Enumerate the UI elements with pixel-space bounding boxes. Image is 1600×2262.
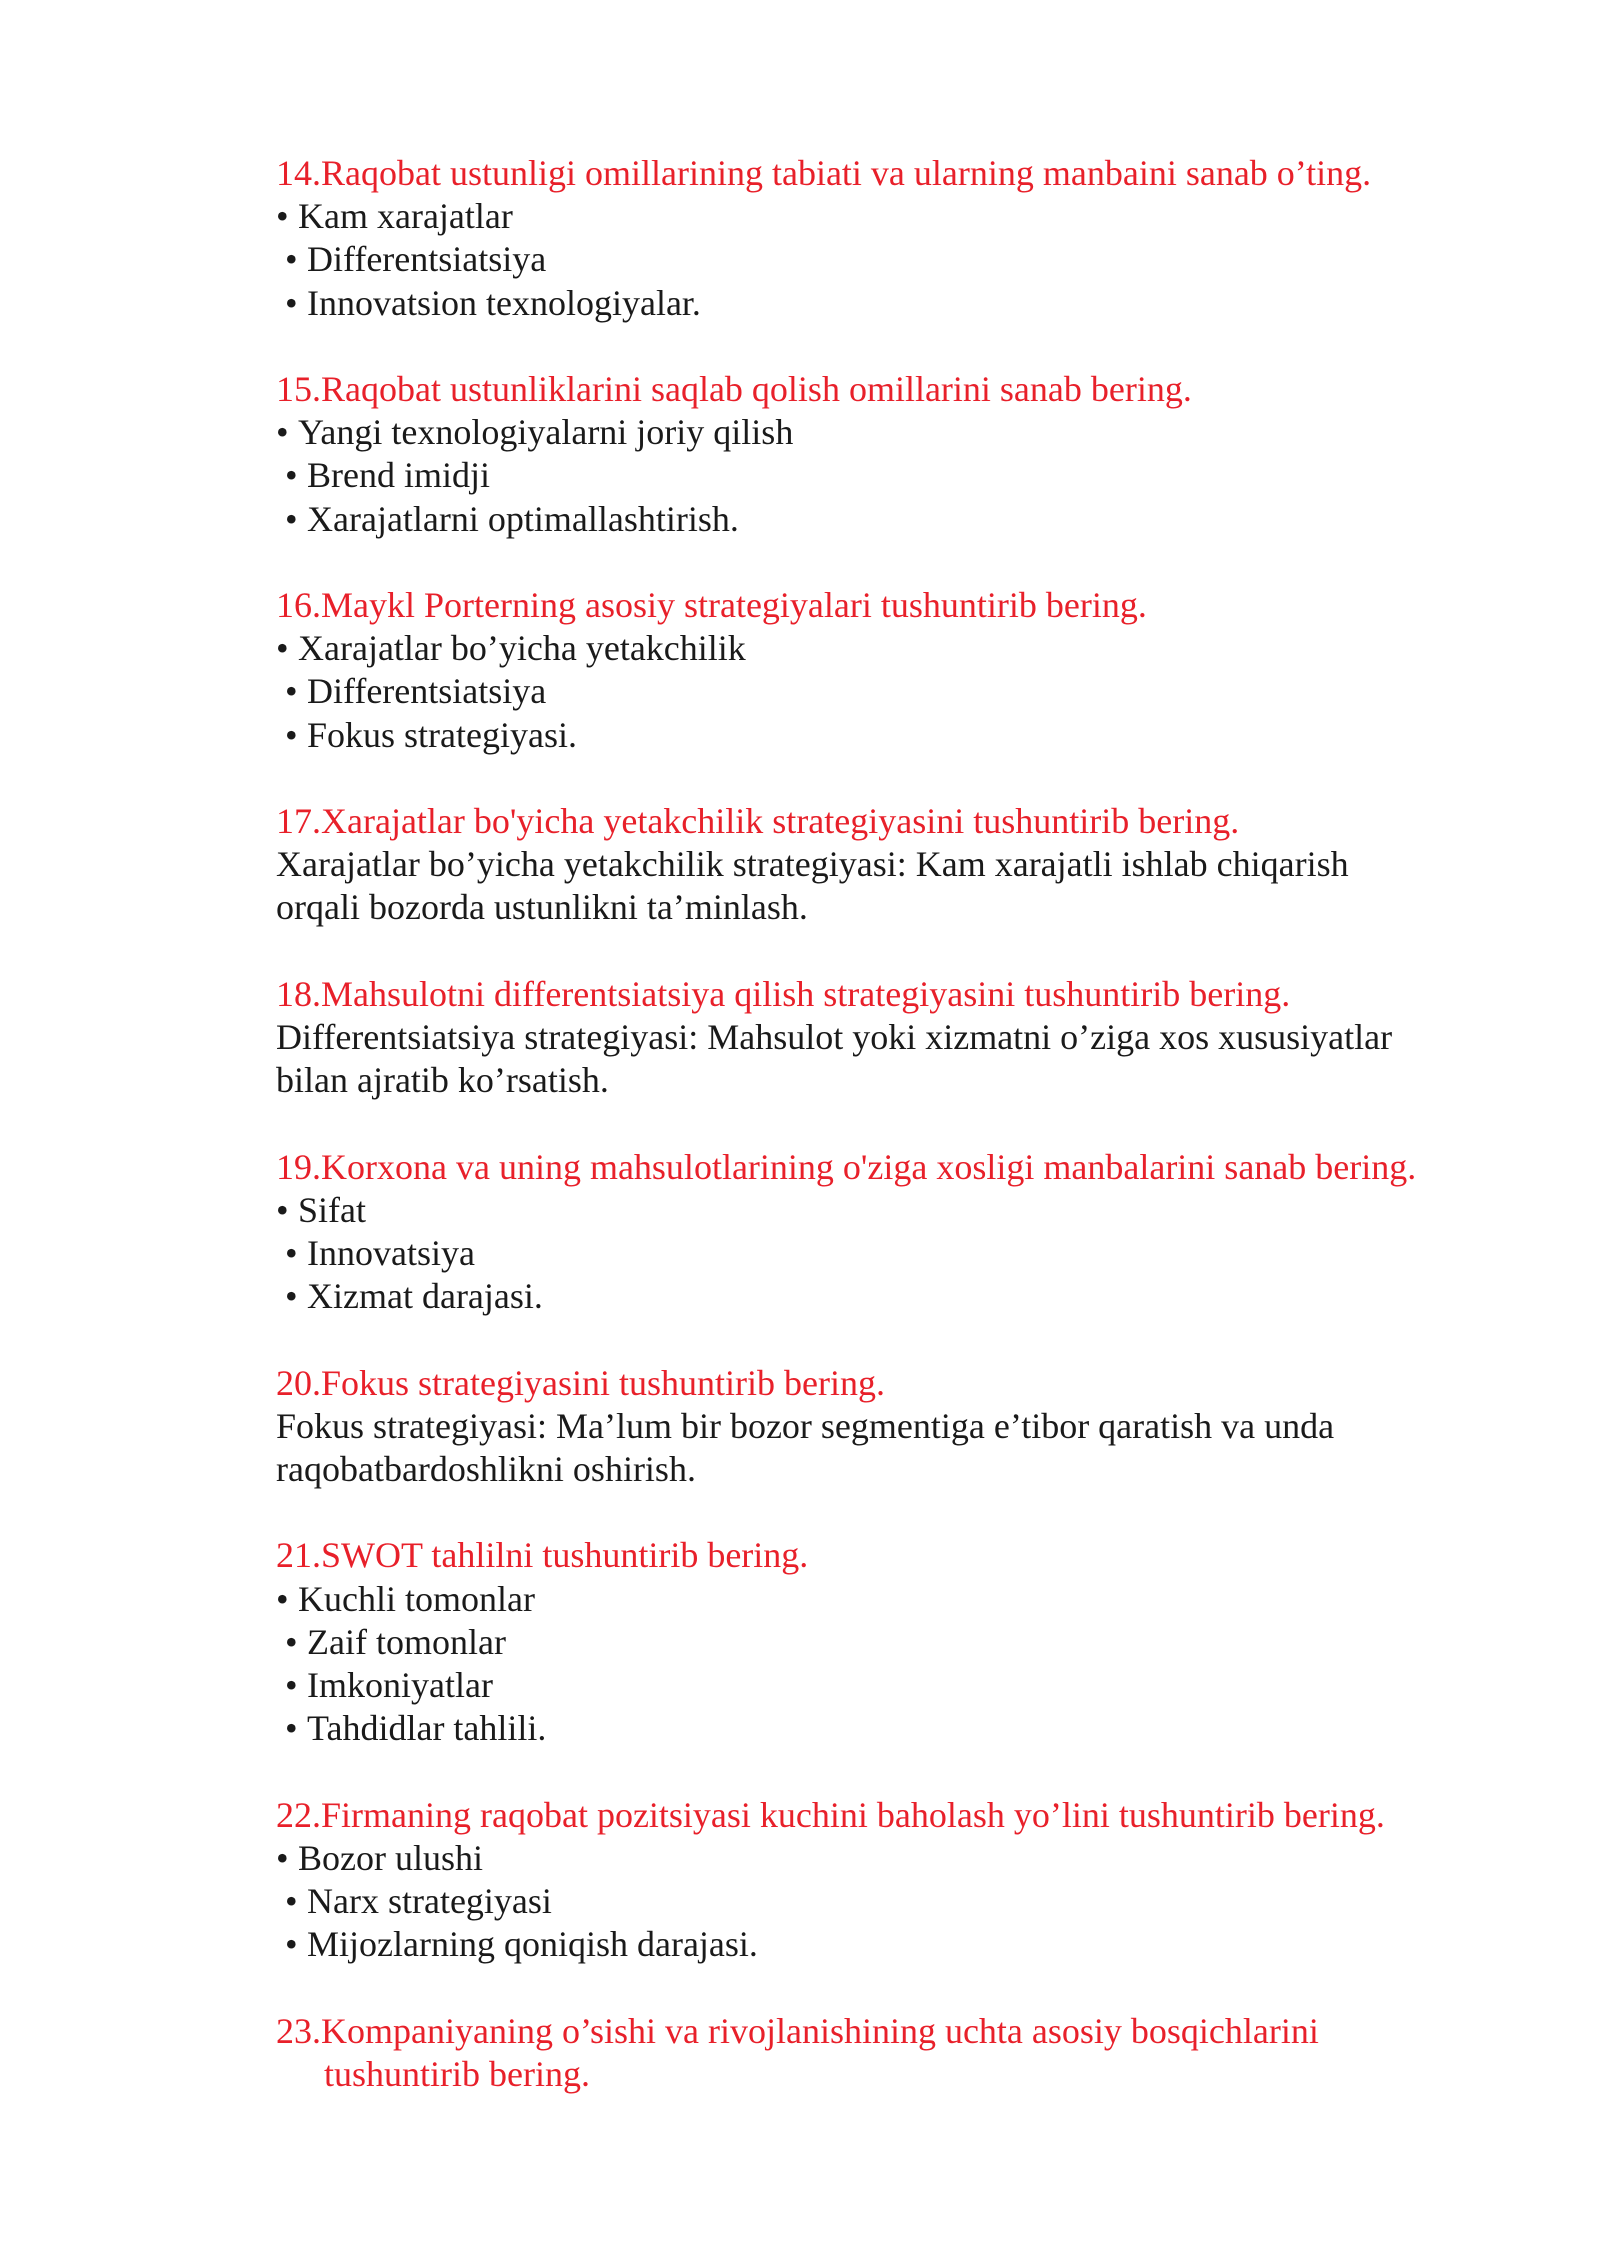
answer-text bbox=[276, 1405, 1476, 1491]
bullet-text: Narx strategiyasi bbox=[307, 1881, 552, 1921]
bullet-item bbox=[276, 238, 1476, 281]
bullet-item bbox=[276, 282, 1476, 325]
bullet-dot-icon: • bbox=[285, 1924, 298, 1965]
bullet-text: Kuchli tomonlar bbox=[298, 1578, 535, 1619]
question-heading: 17.Xarajatlar bo'yicha yetakchilik strategiyasini tushuntirib bering. bbox=[276, 801, 1240, 841]
bullet-text: Xizmat darajasi. bbox=[307, 1276, 543, 1317]
bullet-item bbox=[276, 1707, 1476, 1750]
question-block bbox=[276, 1362, 1476, 1492]
question-heading: 18.Mahsulotni differentsiatsiya qilish strategiyasini tushuntirib bering. bbox=[276, 973, 1291, 1014]
bullet-item bbox=[276, 411, 1476, 454]
answer-bullet-list bbox=[276, 1578, 1476, 1751]
question-heading: 19.Korxona va uning mahsulotlarining o'ziga xosligi manbalarini sanab bering. bbox=[276, 1146, 1417, 1187]
question-heading: 22.Firmaning raqobat pozitsiyasi kuchini baholash yo’lini tushuntirib bering. bbox=[276, 1794, 1385, 1835]
bullet-dot-icon: • bbox=[276, 412, 289, 453]
answer-text bbox=[276, 843, 1476, 929]
bullet-dot-icon: • bbox=[285, 498, 298, 539]
bullet-item bbox=[276, 1923, 1476, 1966]
bullet-text: Imkoniyatlar bbox=[307, 1665, 493, 1705]
answer-line: Xarajatlar bo’yicha yetakchilik strategiyasi: Kam xarajatli ishlab chiqarish bbox=[276, 844, 1349, 885]
bullet-dot-icon: • bbox=[285, 455, 298, 496]
question-heading: 20.Fokus strategiyasini tushuntirib bering. bbox=[276, 1362, 885, 1403]
bullet-text: Brend imidji bbox=[307, 455, 490, 496]
bullet-text: Fokus strategiyasi. bbox=[307, 714, 577, 755]
bullet-dot-icon: • bbox=[276, 1578, 289, 1619]
bullet-item bbox=[276, 454, 1476, 497]
answer-bullet-list bbox=[276, 1837, 1476, 1967]
bullet-item bbox=[276, 1232, 1476, 1275]
question-heading: 15.Raqobat ustunliklarini saqlab qolish omillarini sanab bering. bbox=[276, 369, 1192, 409]
bullet-text: Xarajatlar bo’yicha yetakchilik bbox=[298, 628, 746, 669]
bullet-dot-icon: • bbox=[285, 1233, 298, 1273]
answer-bullet-list bbox=[276, 195, 1476, 325]
bullet-dot-icon: • bbox=[285, 1276, 298, 1317]
bullet-item bbox=[276, 1275, 1476, 1318]
bullet-item bbox=[276, 714, 1476, 757]
bullet-text: Sifat bbox=[298, 1189, 366, 1230]
bullet-text: Kam xarajatlar bbox=[298, 196, 513, 237]
bullet-dot-icon: • bbox=[285, 714, 298, 755]
answer-line: Differentsiatsiya strategiyasi: Mahsulot yoki xizmatni o’ziga xos xususiyatlar bbox=[276, 1017, 1393, 1057]
bullet-text: Yangi texnologiyalarni joriy qilish bbox=[298, 412, 794, 453]
bullet-text: Innovatsiya bbox=[307, 1233, 475, 1273]
bullet-item bbox=[276, 1578, 1476, 1621]
document-page bbox=[276, 152, 1476, 2139]
bullet-dot-icon: • bbox=[276, 1837, 289, 1878]
bullet-item bbox=[276, 1621, 1476, 1664]
bullet-item bbox=[276, 670, 1476, 713]
bullet-dot-icon: • bbox=[285, 239, 298, 280]
bullet-item bbox=[276, 1664, 1476, 1707]
bullet-text: Mijozlarning qoniqish darajasi. bbox=[307, 1924, 758, 1965]
bullet-dot-icon: • bbox=[276, 1189, 289, 1230]
question-block bbox=[276, 1146, 1476, 1319]
answer-line: raqobatbardoshlikni oshirish. bbox=[276, 1449, 696, 1489]
question-block bbox=[276, 368, 1476, 541]
question-heading: 21.SWOT tahlilni tushuntirib bering. bbox=[276, 1535, 809, 1576]
bullet-text: Zaif tomonlar bbox=[307, 1621, 506, 1662]
bullet-item bbox=[276, 1880, 1476, 1923]
answer-bullet-list bbox=[276, 1189, 1476, 1319]
bullet-text: Differentsiatsiya bbox=[307, 671, 547, 712]
question-heading: 16.Maykl Porterning asosiy strategiyalari tushuntirib bering. bbox=[276, 585, 1147, 625]
answer-line: Fokus strategiyasi: Ma’lum bir bozor segmentiga e’tibor qaratish va unda bbox=[276, 1405, 1335, 1446]
bullet-text: Bozor ulushi bbox=[298, 1837, 483, 1878]
question-block bbox=[276, 2010, 1476, 2096]
question-block bbox=[276, 584, 1476, 757]
bullet-dot-icon: • bbox=[285, 1621, 298, 1662]
question-block bbox=[276, 800, 1476, 930]
question-block bbox=[276, 1534, 1476, 1750]
bullet-dot-icon: • bbox=[285, 1665, 298, 1705]
bullet-item bbox=[276, 498, 1476, 541]
question-block bbox=[276, 1794, 1476, 1967]
bullet-dot-icon: • bbox=[285, 671, 298, 712]
bullet-item bbox=[276, 1837, 1476, 1880]
question-block bbox=[276, 152, 1476, 325]
answer-line: orqali bozorda ustunlikni ta’minlash. bbox=[276, 887, 808, 928]
answer-text bbox=[276, 1016, 1476, 1102]
question-heading: 23.Kompaniyaning o’sishi va rivojlanishining uchta asosiy bosqichlarini tushuntirib bering. bbox=[276, 2010, 1319, 2094]
question-block bbox=[276, 973, 1476, 1103]
answer-line: bilan ajratib ko’rsatish. bbox=[276, 1060, 609, 1101]
bullet-text: Innovatsion texnologiyalar. bbox=[307, 282, 701, 323]
question-heading: 14.Raqobat ustunligi omillarining tabiati va ularning manbaini sanab o’ting. bbox=[276, 153, 1372, 193]
answer-bullet-list bbox=[276, 411, 1476, 541]
bullet-dot-icon: • bbox=[285, 282, 298, 323]
answer-bullet-list bbox=[276, 627, 1476, 757]
bullet-text: Differentsiatsiya bbox=[307, 239, 547, 280]
bullet-text: Xarajatlarni optimallashtirish. bbox=[307, 498, 739, 539]
bullet-dot-icon: • bbox=[285, 1708, 298, 1749]
bullet-item bbox=[276, 1189, 1476, 1232]
bullet-item bbox=[276, 627, 1476, 670]
bullet-item bbox=[276, 195, 1476, 238]
bullet-dot-icon: • bbox=[276, 196, 289, 237]
bullet-text: Tahdidlar tahlili. bbox=[307, 1708, 547, 1749]
bullet-dot-icon: • bbox=[285, 1881, 298, 1921]
bullet-dot-icon: • bbox=[276, 628, 289, 669]
question-list bbox=[276, 152, 1476, 2096]
